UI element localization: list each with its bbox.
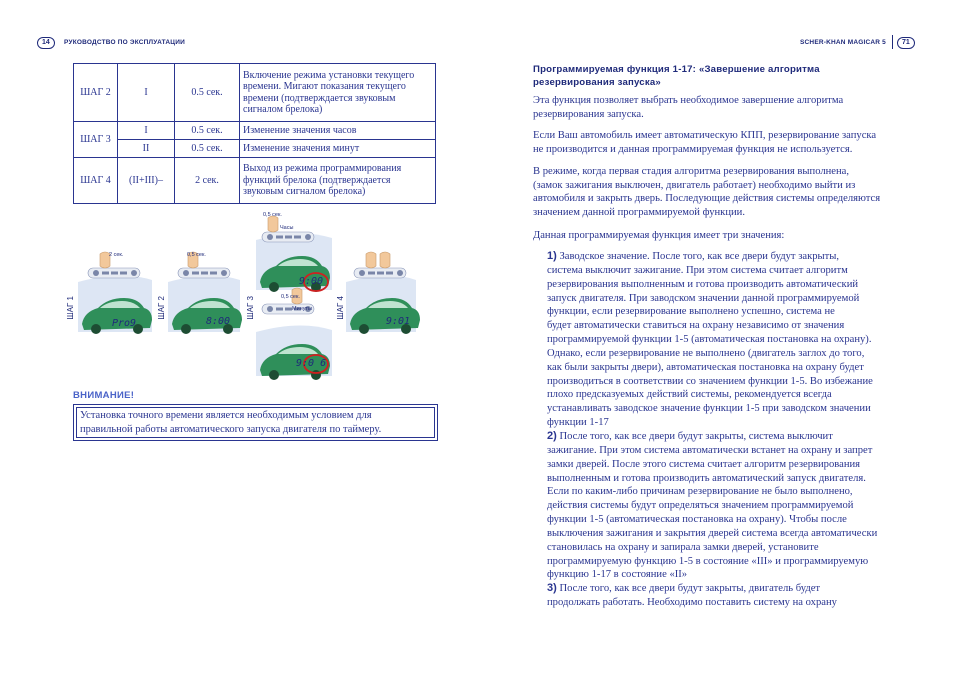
- time-cell: 0.5 сек.: [175, 140, 240, 158]
- list-item-line: система выключит зажигание. При этом система считает алгоритм: [547, 264, 848, 276]
- desc-cell: Включение режима установки текущего времени. Мигают показания текущего времени (подтверждается звуковым сигналом брелока): [240, 64, 436, 122]
- right-page-header: SCHER-KHAN MAGICAR 5: [800, 39, 886, 46]
- list-item-line: 2) После того, как все двери будут закрыты, система выключит: [547, 429, 833, 442]
- time-cell: 0.5 сек.: [175, 64, 240, 122]
- list-item-line: Однако, если резервирование не выполнено (двигатель заглох до того,: [547, 347, 865, 359]
- item-number: 2): [547, 429, 557, 442]
- akpp-paragraph: Если Ваш автомобиль имеет автоматическую КПП, резервирование запуска не производится и данная программируемая функция не используется.: [533, 130, 877, 155]
- step-3-label: ШАГ 3: [246, 296, 255, 320]
- left-page-header: РУКОВОДСТВО ПО ЭКСПЛУАТАЦИИ: [64, 39, 185, 46]
- list-item-line: устанавливать заводское значение функции 1-5 при заводском значении: [547, 403, 871, 415]
- list-item-line: замки дверей. После этого система считает алгоритм резервирования: [547, 458, 861, 470]
- hours-label: Часы: [280, 225, 294, 231]
- header-divider: [892, 35, 893, 49]
- display-step-1: Pro9: [112, 318, 137, 329]
- list-item-line: действия системы будут определяться значением программируемой: [547, 500, 854, 512]
- list-item-line: производиться в соответствии со значением функции 1-5. Во избежание: [547, 375, 873, 387]
- list-item-line: 1) Заводское значение. После того, как все двери будут закрыты,: [547, 250, 840, 262]
- table-row: [74, 158, 436, 204]
- list-item-line: программируемую функцию 1-5 в состояние «III» и программируемую: [547, 555, 869, 567]
- list-item-line: функцию 1-17 в состояние «II»: [547, 569, 688, 581]
- title-line: Программируемая функция 1-17: «Завершение алгоритма: [533, 64, 820, 75]
- list-item-line: функции, если резервирование выполнено успешно, система не: [547, 306, 835, 318]
- desc-cell: Выход из режима программирования функций брелока (подтверждается звуковым сигналом брелока): [240, 158, 436, 204]
- mode-paragraph: В режиме, когда первая стадия алгоритма резервирования выполнена, (замок зажигания выключен, двигатель работает) необходимо выйти из автомобиля и закрыть дверь. Последующие действия системы определяются значением данной программируемой функции.: [533, 166, 881, 219]
- warning-text: [76, 407, 435, 438]
- table-row: [74, 140, 436, 158]
- warning-line: Установка точного времени является необходимым условием для: [80, 410, 372, 421]
- step-1-label: ШАГ 1: [66, 296, 75, 320]
- step-2-panel: [168, 252, 242, 334]
- desc-cell: Изменение значения часов: [240, 122, 436, 140]
- minutes-label: Минуты: [292, 306, 312, 312]
- function-title: [533, 63, 820, 89]
- list-item-line: 3) После того, как все двери будут закрыты, двигатель будет: [547, 582, 821, 595]
- left-page-number: 14: [37, 37, 55, 49]
- list-item-line: будет автоматически ставиться на охрану независимо от значения: [547, 320, 845, 332]
- steps-table: [73, 63, 436, 204]
- list-item-line: программируемой функции 1-5 (автоматическая постановка на охрану).: [547, 334, 872, 346]
- display-step-3-hours: 9:00: [299, 276, 324, 287]
- press-duration-label: 0,5 сек.: [263, 212, 282, 218]
- button-cell: I: [118, 122, 175, 140]
- warning-box: [73, 404, 438, 441]
- list-item-line: плохо предсказуемых действий системы, рекомендуется всегда: [547, 389, 832, 401]
- list-item-line: выполненным и готова производить автоматический запуск двигателя.: [547, 472, 866, 484]
- button-cell: (II+III)–: [118, 158, 175, 204]
- warning-line: правильной работы автоматического запуска двигателя по таймеру.: [80, 423, 382, 435]
- right-page-number: 71: [897, 37, 915, 49]
- list-item-line: запуск двигателя. При заводском значении данной программируемой: [547, 292, 860, 304]
- time-cell: 0.5 сек.: [175, 122, 240, 140]
- intro-paragraph: Эта функция позволяет выбрать необходимое завершение алгоритма резервирования запуска.: [533, 95, 844, 120]
- desc-cell: Изменение значения минут: [240, 140, 436, 158]
- value-list: [547, 250, 903, 610]
- table-row: [74, 122, 436, 140]
- list-item-line: зажигание. При этом система автоматически встанет на охрану и запрет: [547, 444, 873, 456]
- display-step-3-minutes: 9:0 6: [296, 358, 327, 369]
- display-step-2: 8:00: [206, 316, 231, 327]
- step-4-label: ШАГ 4: [336, 296, 345, 320]
- list-item-line: как были закрыты двери), автоматическая постановка на охрану будет: [547, 361, 864, 373]
- display-step-4: 9:01: [386, 316, 411, 327]
- press-duration-label: 0,5 сек.: [187, 252, 206, 258]
- list-item-line: резервирования выполненным и готова производить автоматический: [547, 278, 859, 290]
- step-2-label: ШАГ 2: [157, 296, 166, 320]
- step-cell: ШАГ 2: [74, 64, 118, 122]
- values-intro: Данная программируемая функция имеет три значения:: [533, 230, 785, 241]
- list-item-line: Если по каким-либо причинам резервирование не было выполнено,: [547, 486, 853, 498]
- list-item-line: продолжать работать. Необходимо поставить систему на охрану: [547, 597, 837, 609]
- list-item-line: выключения зажигания и закрытия дверей система всегда автоматически: [547, 527, 878, 539]
- button-cell: I: [118, 64, 175, 122]
- title-line: резервирования запуска»: [533, 77, 661, 88]
- item-number: 3): [547, 582, 557, 595]
- list-item-line: функции 1-5 (автоматическая постановка на охрану). Чтобы после: [547, 514, 847, 526]
- step-cell: ШАГ 4: [74, 158, 118, 204]
- table-row: [74, 64, 436, 122]
- step-cell: ШАГ 3: [74, 122, 118, 158]
- button-cell: II: [118, 140, 175, 158]
- list-item-line: функции 1-17: [547, 417, 609, 429]
- time-cell: 2 сек.: [175, 158, 240, 204]
- press-duration-label: 0,5 сек.: [281, 294, 300, 300]
- list-item-line: становилась на охрану и запирала замки дверей, установите: [547, 541, 819, 553]
- warning-title: ВНИМАНИЕ!: [73, 390, 135, 401]
- item-number: 1): [547, 250, 557, 262]
- press-duration-label: 2 сек.: [109, 252, 124, 258]
